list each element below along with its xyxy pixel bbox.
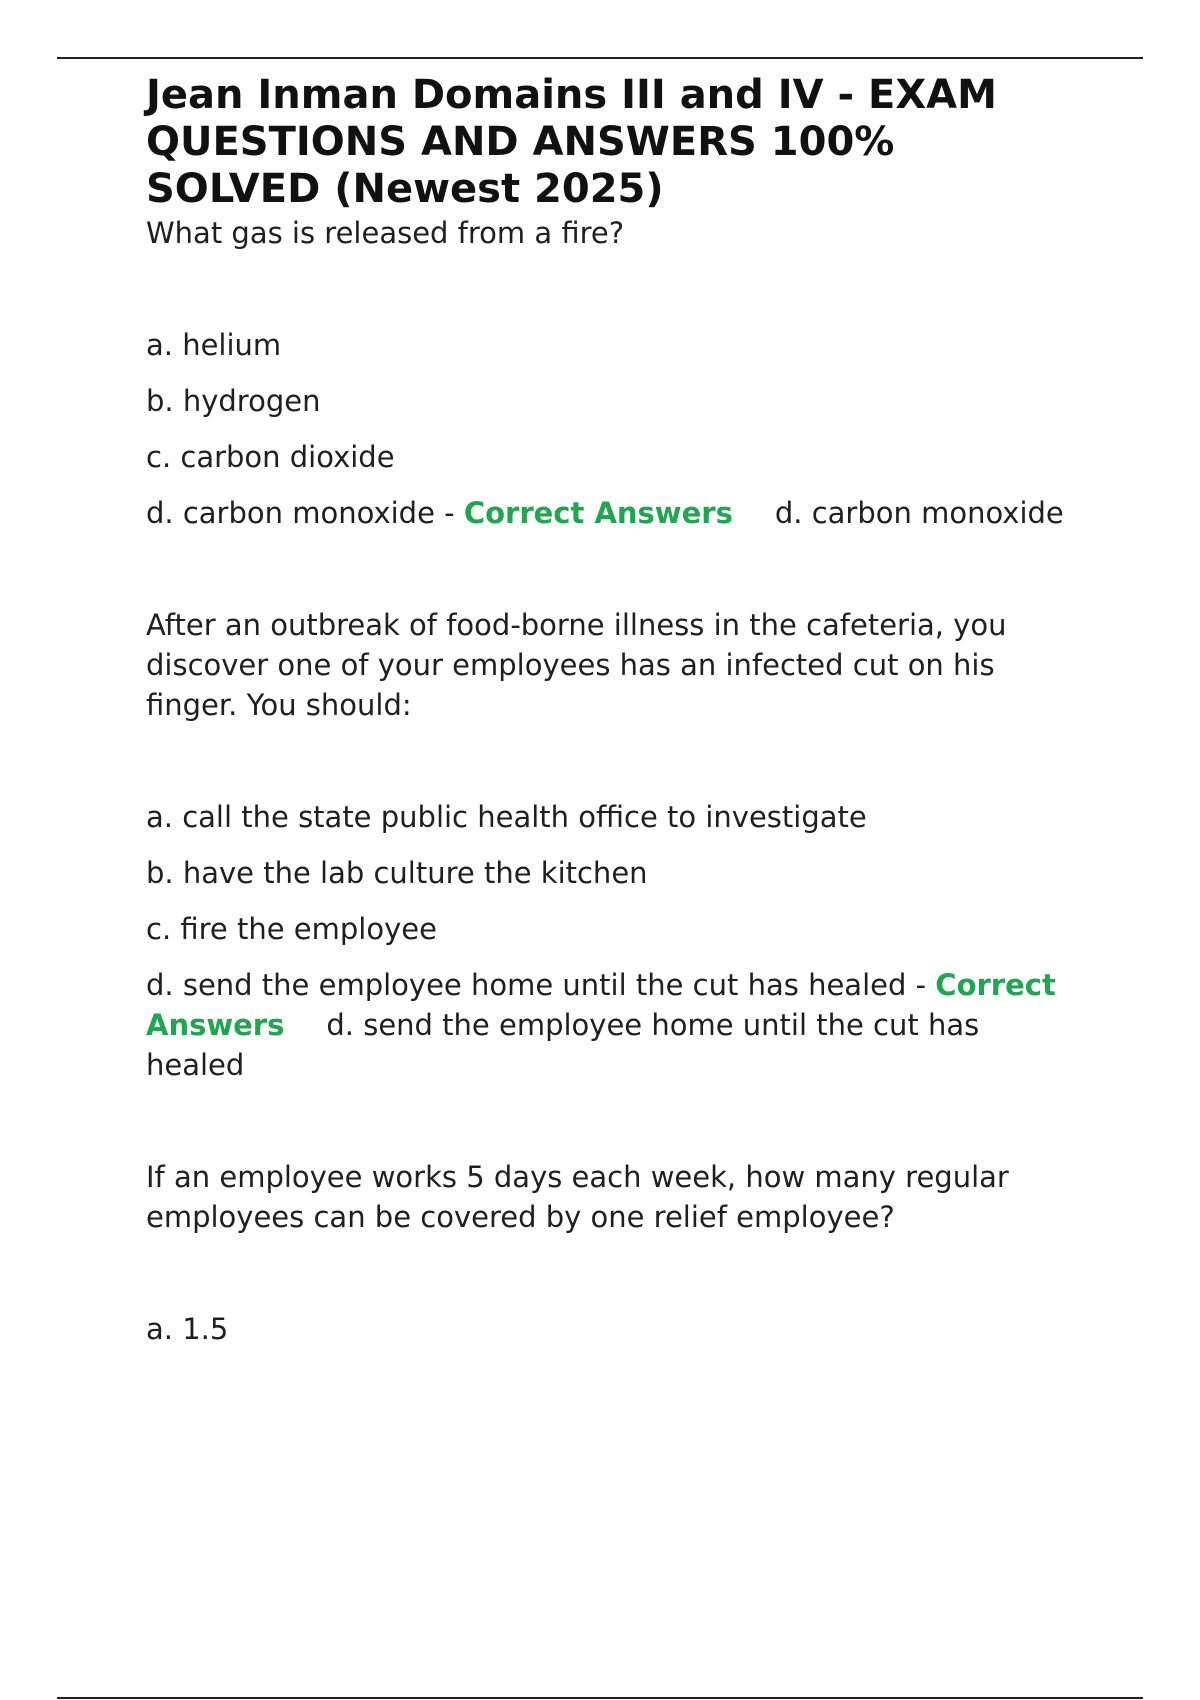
correct-answers-label: Correct Answers xyxy=(463,496,733,530)
question-3 xyxy=(146,1157,1066,1349)
question-text: What gas is released from a fire? xyxy=(146,216,625,250)
option-c: c. carbon dioxide xyxy=(146,440,395,474)
question-1 xyxy=(146,213,1066,533)
question-text: If an employee works 5 days each week, how many regular employees can be covered by one relief employee? xyxy=(146,1160,1009,1234)
answer-text: d. send the employee home until the cut has healed xyxy=(146,1008,980,1082)
option-d-answer xyxy=(146,493,1066,533)
document-body xyxy=(146,72,1066,1365)
question-2 xyxy=(146,605,1066,1085)
option-b: b. hydrogen xyxy=(146,384,321,418)
option-a: a. helium xyxy=(146,328,282,362)
option-b: b. have the lab culture the kitchen xyxy=(146,856,648,890)
top-rule xyxy=(57,57,1143,59)
question-text: After an outbreak of food-borne illness in the cafeteria, you discover one of your employees has an infected cut on his finger. You should: xyxy=(146,608,1007,722)
option-a: a. call the state public health office to investigate xyxy=(146,800,867,834)
option-d-answer xyxy=(146,965,1066,1085)
option-c: c. fire the employee xyxy=(146,912,437,946)
bottom-rule xyxy=(57,1697,1143,1699)
option-a: a. 1.5 xyxy=(146,1312,229,1346)
answer-option: d. carbon monoxide - xyxy=(146,496,455,530)
answer-option: d. send the employee home until the cut has healed - xyxy=(146,968,927,1002)
correct-answers-label: Correct Answers xyxy=(146,968,1056,1042)
answer-text: d. carbon monoxide xyxy=(774,496,1064,530)
document-title: Jean Inman Domains III and IV - EXAM QUESTIONS AND ANSWERS 100% SOLVED (Newest 2025) xyxy=(146,72,997,212)
